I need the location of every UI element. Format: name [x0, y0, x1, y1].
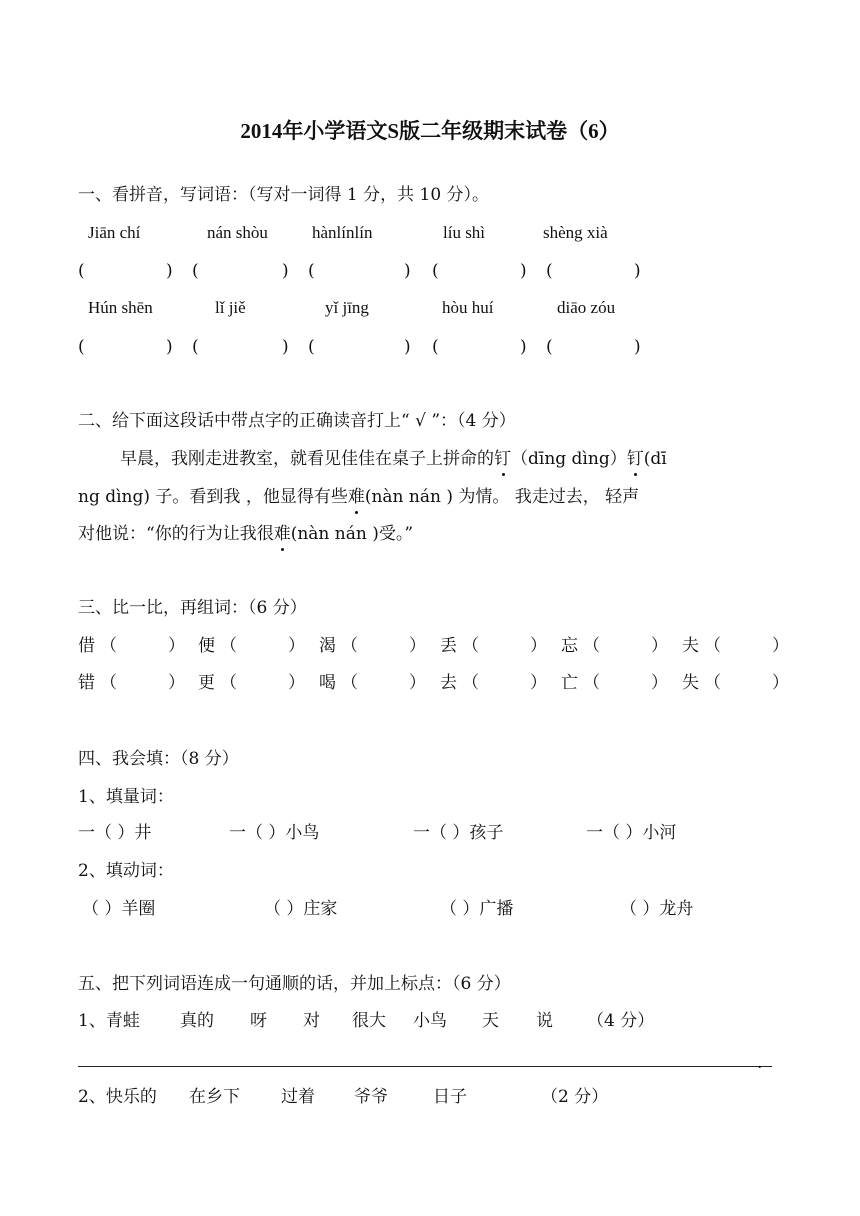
q2-word-2: 在乡下 — [189, 1087, 240, 1107]
answer-blank-2-4[interactable]: ( — [432, 337, 439, 357]
exam-page: 2014年小学语文S版二年级期末试卷（6） 一、看拼音，写词语：（写对一词得 1 分，共 10 分）。 Jiān chí nán shòu hànlínlín líu shì shèng xià ( ) ( ) ( ) ( ) ( ) Hún shēn lǐ jiě yǐ jīng hòu huí diāo zóu ( ) ( ) ( ) ( ) ( ) 二、给下面这段话中带点字的正确读音打上“ √ ”：（4 分） 早晨，我刚走进教室，就看见佳佳在桌子上拼命的钉（dīng dìng）钉(dī ng dìng) 子。看到我 ，他显得有些难(nàn nán ) 为情。 我走过去， 轻声 对他说：“你的行为让我很难(nàn nán )受。” 三、比一比，再组词：（6 分） 借 （ ） 便 （ ） 渴 （ ） 丢 （ ） 忘 （ ） 夫 （ ） 错 （ ） 更 （ ） 喝 （ ） 去 （ ） 亡 （ ） 失 （ ） 四、我会填：（8 分） 1、填量词： 一（ ）井 一（ ）小鸟 一（ ）孩子 一（ ）小河 2、填动词： （ ）羊圈 （ ）庄家 （ ）广播 （ ）龙舟 五、把下列词语连成一句通顺的话，并加上标点：（6 分） 1、青蛙 真的 呀 对 很大 小鸟 天 说 （4 分） . 2、快乐的 在乡下 过着 爷爷 日子 （2 分） — [0, 0, 860, 1216]
measure-word-3[interactable]: 一（ ）孩子 — [413, 823, 504, 843]
pinyin-1-1: Jiān chí — [88, 223, 141, 242]
pinyin-1-2: nán shòu — [207, 223, 268, 242]
pinyin-2-2: lǐ jiě — [215, 298, 246, 317]
section-2-heading: 二、给下面这段话中带点字的正确读音打上“ √ ”：（4 分） — [78, 411, 516, 431]
q2-score: （2 分） — [541, 1087, 609, 1107]
passage-line-2: ng dìng) 子。看到我 ，他显得有些难(nàn nán ) 为情。 我走过去， 轻声 — [78, 487, 640, 507]
q2-word-4: 爷爷 — [354, 1087, 388, 1107]
exam-title: 2014年小学语文S版二年级期末试卷（6） — [240, 119, 620, 143]
q1-word-5: 很大 — [352, 1011, 386, 1031]
verb-blank-1[interactable]: （ ）羊圈 — [82, 899, 156, 919]
pinyin-2-5: diāo zóu — [557, 298, 616, 317]
q1-word-4: 对 — [303, 1011, 320, 1031]
q2-word-1: 2、快乐的 — [78, 1087, 157, 1107]
answer-blank-1-2[interactable]: ( — [192, 261, 199, 281]
answer-blank-2-2[interactable]: ( — [192, 337, 199, 357]
measure-word-1[interactable]: 一（ ）井 — [78, 823, 152, 843]
section-1-heading: 一、看拼音，写词语：（写对一词得 1 分，共 10 分）。 — [78, 185, 490, 205]
passage-line-1: 早晨，我刚走进教室，就看见佳佳在桌子上拼命的钉（dīng dìng）钉(dī — [120, 449, 667, 469]
measure-word-4[interactable]: 一（ ）小河 — [586, 823, 677, 843]
section-3-heading: 三、比一比，再组词：（6 分） — [78, 598, 307, 618]
measure-word-2[interactable]: 一（ ）小鸟 — [229, 823, 320, 843]
q2-word-3: 过着 — [281, 1087, 315, 1107]
sub-heading-measure-words: 1、填量词： — [78, 787, 174, 807]
pinyin-1-3: hànlínlín — [312, 223, 373, 242]
verb-blank-3[interactable]: （ ）广播 — [440, 899, 514, 919]
verb-blank-4[interactable]: （ ）龙舟 — [620, 899, 694, 919]
answer-line-end-mark: . — [757, 1053, 763, 1073]
q1-word-8: 说 — [536, 1011, 553, 1031]
pinyin-2-3: yǐ jīng — [325, 298, 369, 317]
answer-blank-1-5[interactable]: ( — [546, 261, 553, 281]
q1-word-3: 呀 — [250, 1011, 267, 1031]
q1-word-6: 小鸟 — [413, 1011, 447, 1031]
dotted-char-nan: 难 — [347, 487, 365, 507]
dotted-char-ding: 钉 — [494, 449, 511, 469]
pinyin-1-4: líu shì — [443, 223, 486, 242]
pinyin-2-1: Hún shēn — [88, 298, 153, 317]
pinyin-1-5: shèng xià — [543, 223, 608, 242]
answer-blank-1-3[interactable]: ( — [308, 261, 315, 281]
pinyin-2-4: hòu huí — [442, 298, 494, 317]
answer-blank-2-3[interactable]: ( — [308, 337, 315, 357]
sub-heading-verbs: 2、填动词： — [78, 861, 174, 881]
answer-blank-2-1[interactable]: ( — [78, 337, 85, 357]
answer-blank-1-1[interactable]: ( — [78, 261, 85, 281]
q1-word-2: 真的 — [180, 1011, 214, 1031]
section-4-heading: 四、我会填：（8 分） — [78, 749, 239, 769]
q1-score: （4 分） — [587, 1011, 655, 1031]
answer-blank-2-5[interactable]: ( — [546, 337, 553, 357]
q1-word-7: 天 — [482, 1011, 499, 1031]
answer-blank-1-4[interactable]: ( — [432, 261, 439, 281]
q2-word-5: 日子 — [433, 1087, 467, 1107]
answer-line-q1[interactable] — [78, 1066, 772, 1067]
passage-line-3: 对他说：“你的行为让我很难(nàn nán )受。” — [78, 524, 414, 544]
q1-word-1: 1、青蛙 — [78, 1011, 140, 1031]
verb-blank-2[interactable]: （ ）庄家 — [264, 899, 338, 919]
section-5-heading: 五、把下列词语连成一句通顺的话，并加上标点：（6 分） — [78, 974, 511, 994]
